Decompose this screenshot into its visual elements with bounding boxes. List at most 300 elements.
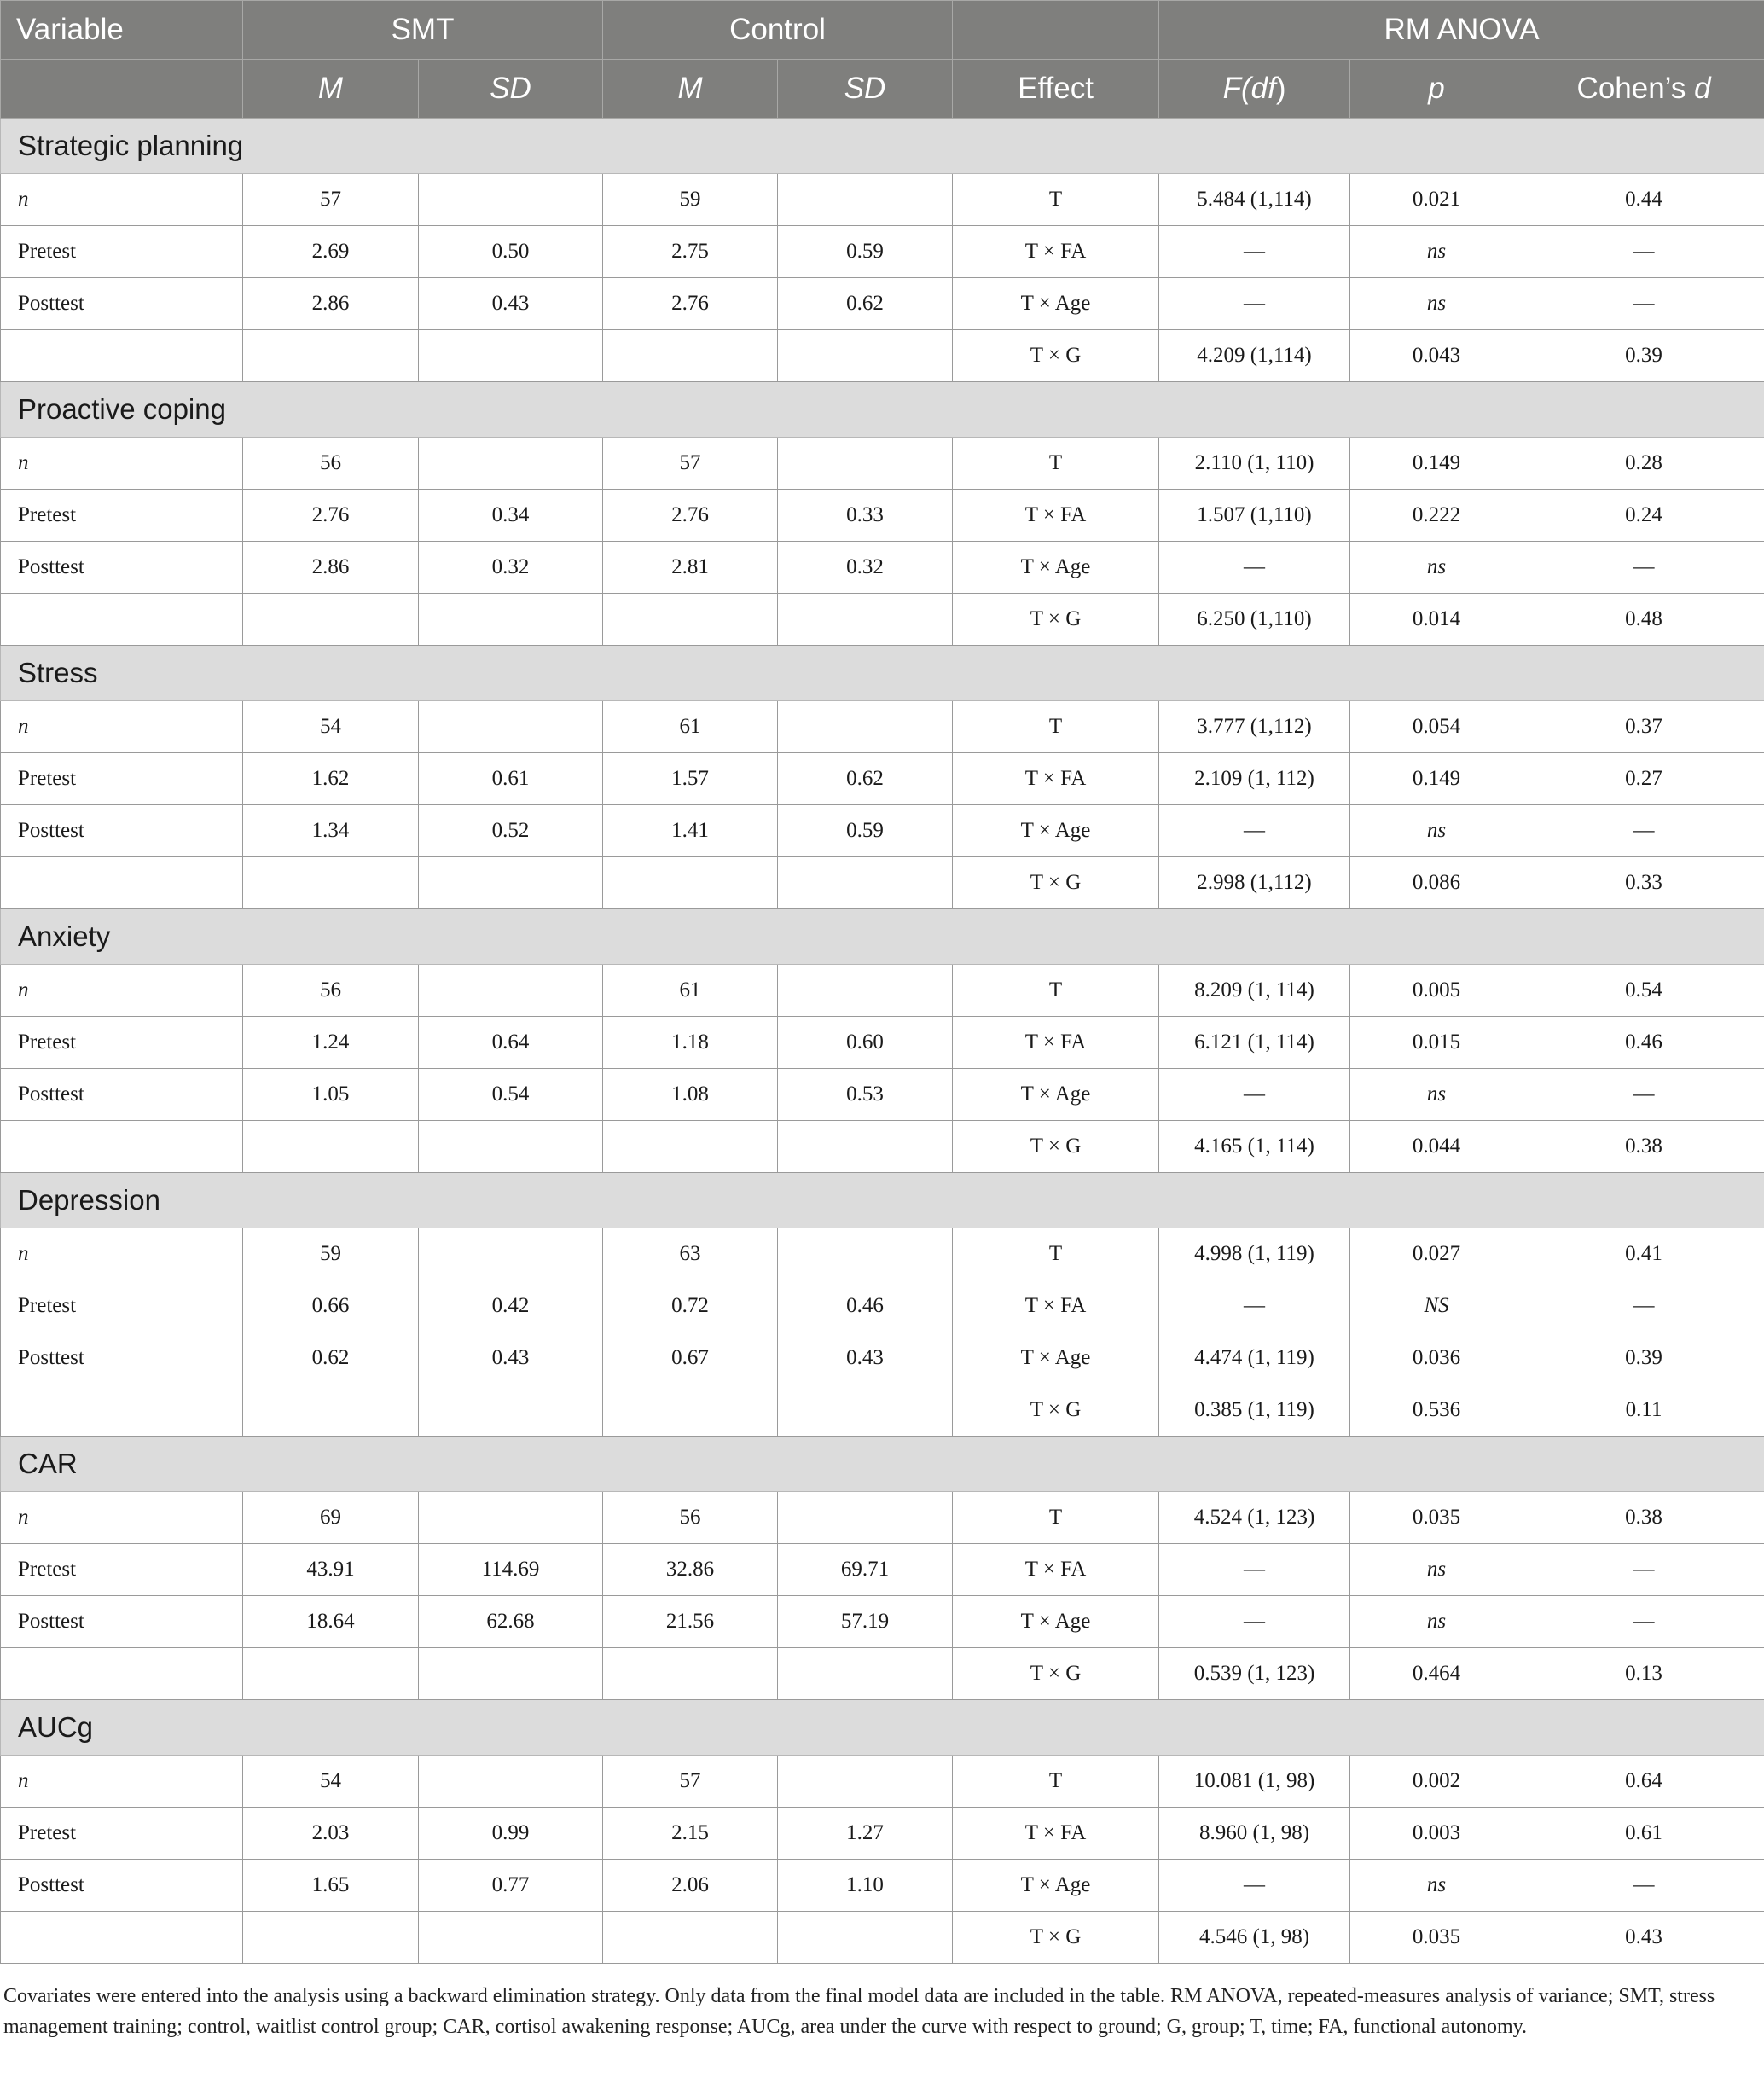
f-statistic-cell: 2.110 (1, 110) xyxy=(1159,438,1350,490)
effect-cell: T × FA xyxy=(953,1280,1159,1332)
cohens-d-cell: — xyxy=(1523,805,1764,857)
header-f-df-label: df xyxy=(1250,72,1276,105)
row-label-cell: n xyxy=(1,1228,243,1280)
effect-cell: T × Age xyxy=(953,1860,1159,1912)
effect-cell: T × G xyxy=(953,330,1159,382)
smt-mean-cell: 54 xyxy=(243,701,419,753)
smt-mean-cell: 56 xyxy=(243,965,419,1017)
control-sd-cell xyxy=(778,1384,953,1437)
section-header-row xyxy=(1,1437,1764,1492)
control-mean-cell xyxy=(603,1121,778,1173)
table-row xyxy=(1,1332,1764,1384)
cohens-d-cell: — xyxy=(1523,1544,1764,1596)
row-label-cell: Posttest xyxy=(1,1860,243,1912)
control-sd-cell xyxy=(778,965,953,1017)
header-rm-anova: RM ANOVA xyxy=(1159,1,1764,60)
table-footnote: Covariates were entered into the analysis using a backward elimination strategy. Only data from the final model data are included in the table. RM ANOVA, repeated-measures analysis of variance; SMT, stress management training; control, waitlist control group; CAR, cortisol awakening response; AUCg, area under the curve with respect to ground; G, group; T, time; FA, functional autonomy. xyxy=(3,1985,1715,2038)
p-value-cell: ns xyxy=(1350,1544,1523,1596)
cohens-d-cell: 0.44 xyxy=(1523,174,1764,226)
smt-sd-cell xyxy=(419,1384,603,1437)
smt-mean-cell xyxy=(243,594,419,646)
effect-cell: T xyxy=(953,1492,1159,1544)
f-statistic-cell: 4.165 (1, 114) xyxy=(1159,1121,1350,1173)
section-header-row xyxy=(1,646,1764,701)
control-sd-cell: 0.60 xyxy=(778,1017,953,1069)
header-smt: SMT xyxy=(243,1,603,60)
table-row xyxy=(1,1384,1764,1437)
f-statistic-cell: 5.484 (1,114) xyxy=(1159,174,1350,226)
control-mean-cell: 57 xyxy=(603,1756,778,1808)
f-statistic-cell: 8.960 (1, 98) xyxy=(1159,1808,1350,1860)
cohens-d-cell: 0.38 xyxy=(1523,1121,1764,1173)
control-sd-cell: 0.59 xyxy=(778,226,953,278)
p-value-cell: 0.005 xyxy=(1350,965,1523,1017)
p-value-cell: 0.149 xyxy=(1350,753,1523,805)
row-label-cell: Posttest xyxy=(1,1332,243,1384)
cohens-d-cell: 0.37 xyxy=(1523,701,1764,753)
control-sd-cell: 0.43 xyxy=(778,1332,953,1384)
row-label-cell xyxy=(1,1912,243,1964)
smt-sd-cell: 114.69 xyxy=(419,1544,603,1596)
smt-sd-cell: 0.52 xyxy=(419,805,603,857)
smt-mean-cell: 1.05 xyxy=(243,1069,419,1121)
smt-sd-cell xyxy=(419,965,603,1017)
f-statistic-cell: 2.109 (1, 112) xyxy=(1159,753,1350,805)
table-row xyxy=(1,857,1764,909)
f-statistic-cell: 4.998 (1, 119) xyxy=(1159,1228,1350,1280)
control-mean-cell xyxy=(603,594,778,646)
smt-sd-cell: 0.34 xyxy=(419,490,603,542)
smt-sd-cell xyxy=(419,857,603,909)
header-cohens-prefix: Cohen’s xyxy=(1576,72,1695,105)
f-statistic-cell: — xyxy=(1159,805,1350,857)
row-label-cell: Posttest xyxy=(1,1596,243,1648)
cohens-d-cell: 0.38 xyxy=(1523,1492,1764,1544)
control-sd-cell: 0.62 xyxy=(778,278,953,330)
cohens-d-cell: 0.54 xyxy=(1523,965,1764,1017)
f-statistic-cell: 2.998 (1,112) xyxy=(1159,857,1350,909)
control-sd-cell xyxy=(778,594,953,646)
table-row xyxy=(1,174,1764,226)
cohens-d-cell: 0.39 xyxy=(1523,330,1764,382)
smt-mean-cell xyxy=(243,330,419,382)
control-mean-cell: 21.56 xyxy=(603,1596,778,1648)
p-value-cell: ns xyxy=(1350,805,1523,857)
cohens-d-cell: — xyxy=(1523,1860,1764,1912)
smt-mean-cell: 2.86 xyxy=(243,278,419,330)
f-statistic-cell: — xyxy=(1159,278,1350,330)
smt-sd-cell: 0.43 xyxy=(419,278,603,330)
section-title: Strategic planning xyxy=(1,119,1764,174)
control-sd-cell: 0.33 xyxy=(778,490,953,542)
f-statistic-cell: 0.539 (1, 123) xyxy=(1159,1648,1350,1700)
f-statistic-cell: — xyxy=(1159,226,1350,278)
smt-sd-cell xyxy=(419,701,603,753)
table-row xyxy=(1,1280,1764,1332)
effect-cell: T × G xyxy=(953,1912,1159,1964)
header-smt-m: M xyxy=(243,60,419,119)
header-cohens-d xyxy=(1523,60,1764,119)
smt-mean-cell: 59 xyxy=(243,1228,419,1280)
control-mean-cell: 57 xyxy=(603,438,778,490)
section-header-row xyxy=(1,909,1764,965)
control-mean-cell: 63 xyxy=(603,1228,778,1280)
smt-mean-cell xyxy=(243,857,419,909)
effect-cell: T × FA xyxy=(953,1808,1159,1860)
control-sd-cell xyxy=(778,1912,953,1964)
smt-sd-cell: 62.68 xyxy=(419,1596,603,1648)
control-mean-cell: 2.15 xyxy=(603,1808,778,1860)
effect-cell: T × FA xyxy=(953,490,1159,542)
row-label-cell: Posttest xyxy=(1,278,243,330)
f-statistic-cell: 8.209 (1, 114) xyxy=(1159,965,1350,1017)
cohens-d-cell: 0.39 xyxy=(1523,1332,1764,1384)
smt-sd-cell xyxy=(419,1756,603,1808)
cohens-d-cell: 0.13 xyxy=(1523,1648,1764,1700)
table-row xyxy=(1,753,1764,805)
effect-cell: T × FA xyxy=(953,226,1159,278)
effect-cell: T xyxy=(953,1756,1159,1808)
table-row xyxy=(1,1808,1764,1860)
smt-sd-cell: 0.50 xyxy=(419,226,603,278)
control-mean-cell: 2.76 xyxy=(603,490,778,542)
smt-sd-cell xyxy=(419,1121,603,1173)
cohens-d-cell: 0.33 xyxy=(1523,857,1764,909)
f-statistic-cell: 10.081 (1, 98) xyxy=(1159,1756,1350,1808)
row-label-cell: n xyxy=(1,965,243,1017)
cohens-d-cell: 0.46 xyxy=(1523,1017,1764,1069)
control-sd-cell: 0.32 xyxy=(778,542,953,594)
table-row xyxy=(1,1069,1764,1121)
effect-cell: T × FA xyxy=(953,1017,1159,1069)
row-label-cell: n xyxy=(1,174,243,226)
table-row xyxy=(1,805,1764,857)
p-value-cell: 0.035 xyxy=(1350,1492,1523,1544)
smt-mean-cell: 57 xyxy=(243,174,419,226)
section-title: Stress xyxy=(1,646,1764,701)
cohens-d-cell: 0.64 xyxy=(1523,1756,1764,1808)
header-smt-sd: SD xyxy=(419,60,603,119)
p-value-cell: ns xyxy=(1350,1069,1523,1121)
smt-sd-cell: 0.64 xyxy=(419,1017,603,1069)
f-statistic-cell: — xyxy=(1159,1860,1350,1912)
smt-sd-cell xyxy=(419,1492,603,1544)
section-header-row xyxy=(1,1700,1764,1756)
p-value-cell: 0.021 xyxy=(1350,174,1523,226)
cohens-d-cell: — xyxy=(1523,1280,1764,1332)
row-label-cell: Pretest xyxy=(1,1280,243,1332)
row-label-cell xyxy=(1,594,243,646)
table-row xyxy=(1,1544,1764,1596)
cohens-d-cell: — xyxy=(1523,1596,1764,1648)
p-value-cell: 0.464 xyxy=(1350,1648,1523,1700)
smt-mean-cell: 1.62 xyxy=(243,753,419,805)
control-mean-cell xyxy=(603,1648,778,1700)
effect-cell: T xyxy=(953,1228,1159,1280)
f-statistic-cell: 6.121 (1, 114) xyxy=(1159,1017,1350,1069)
row-label-cell: n xyxy=(1,1756,243,1808)
effect-cell: T xyxy=(953,438,1159,490)
smt-mean-cell: 1.24 xyxy=(243,1017,419,1069)
smt-sd-cell xyxy=(419,1912,603,1964)
header-control-m: M xyxy=(603,60,778,119)
row-label-cell xyxy=(1,330,243,382)
section-title: CAR xyxy=(1,1437,1764,1492)
effect-cell: T × Age xyxy=(953,1069,1159,1121)
control-sd-cell xyxy=(778,1492,953,1544)
f-statistic-cell: 0.385 (1, 119) xyxy=(1159,1384,1350,1437)
smt-sd-cell xyxy=(419,594,603,646)
f-statistic-cell: 4.524 (1, 123) xyxy=(1159,1492,1350,1544)
effect-cell: T × Age xyxy=(953,1596,1159,1648)
table-row xyxy=(1,1912,1764,1964)
smt-mean-cell: 2.86 xyxy=(243,542,419,594)
smt-sd-cell xyxy=(419,330,603,382)
control-sd-cell: 57.19 xyxy=(778,1596,953,1648)
smt-sd-cell: 0.99 xyxy=(419,1808,603,1860)
p-value-cell: 0.003 xyxy=(1350,1808,1523,1860)
smt-sd-cell: 0.32 xyxy=(419,542,603,594)
effect-cell: T × Age xyxy=(953,542,1159,594)
effect-cell: T × Age xyxy=(953,1332,1159,1384)
row-label-cell: Posttest xyxy=(1,805,243,857)
section-title: Proactive coping xyxy=(1,382,1764,438)
table-header xyxy=(1,1,1764,119)
smt-mean-cell xyxy=(243,1384,419,1437)
f-statistic-cell: — xyxy=(1159,542,1350,594)
table-row xyxy=(1,701,1764,753)
table-row xyxy=(1,1121,1764,1173)
control-mean-cell: 1.41 xyxy=(603,805,778,857)
p-value-cell: 0.149 xyxy=(1350,438,1523,490)
header-cohens-d-label: d xyxy=(1694,72,1711,105)
control-sd-cell xyxy=(778,1756,953,1808)
smt-sd-cell xyxy=(419,174,603,226)
row-label-cell xyxy=(1,857,243,909)
cohens-d-cell: — xyxy=(1523,226,1764,278)
control-mean-cell: 61 xyxy=(603,701,778,753)
cohens-d-cell: 0.61 xyxy=(1523,1808,1764,1860)
cohens-d-cell: 0.28 xyxy=(1523,438,1764,490)
control-mean-cell xyxy=(603,1912,778,1964)
control-sd-cell xyxy=(778,330,953,382)
header-blank-variable xyxy=(1,60,243,119)
control-mean-cell: 1.18 xyxy=(603,1017,778,1069)
cohens-d-cell: 0.27 xyxy=(1523,753,1764,805)
control-sd-cell xyxy=(778,174,953,226)
p-value-cell: 0.043 xyxy=(1350,330,1523,382)
control-mean-cell: 0.72 xyxy=(603,1280,778,1332)
smt-mean-cell xyxy=(243,1648,419,1700)
smt-sd-cell: 0.77 xyxy=(419,1860,603,1912)
f-statistic-cell: 1.507 (1,110) xyxy=(1159,490,1350,542)
f-statistic-cell: 3.777 (1,112) xyxy=(1159,701,1350,753)
section-header-row xyxy=(1,1173,1764,1228)
table-row xyxy=(1,594,1764,646)
control-mean-cell: 32.86 xyxy=(603,1544,778,1596)
f-statistic-cell: 4.546 (1, 98) xyxy=(1159,1912,1350,1964)
control-mean-cell xyxy=(603,857,778,909)
header-row-1 xyxy=(1,1,1764,60)
smt-sd-cell: 0.54 xyxy=(419,1069,603,1121)
smt-sd-cell: 0.42 xyxy=(419,1280,603,1332)
cohens-d-cell: 0.48 xyxy=(1523,594,1764,646)
section-title: Anxiety xyxy=(1,909,1764,965)
table-row xyxy=(1,1492,1764,1544)
p-value-cell: ns xyxy=(1350,1860,1523,1912)
control-sd-cell xyxy=(778,1648,953,1700)
table-row xyxy=(1,542,1764,594)
smt-mean-cell xyxy=(243,1121,419,1173)
smt-sd-cell: 0.43 xyxy=(419,1332,603,1384)
control-sd-cell xyxy=(778,1228,953,1280)
p-value-cell: ns xyxy=(1350,278,1523,330)
control-sd-cell xyxy=(778,857,953,909)
section-title: AUCg xyxy=(1,1700,1764,1756)
header-effect: Effect xyxy=(953,60,1159,119)
smt-mean-cell: 43.91 xyxy=(243,1544,419,1596)
table-row xyxy=(1,1860,1764,1912)
p-value-cell: 0.536 xyxy=(1350,1384,1523,1437)
smt-sd-cell xyxy=(419,1648,603,1700)
control-mean-cell xyxy=(603,330,778,382)
smt-sd-cell xyxy=(419,1228,603,1280)
header-f-df xyxy=(1159,60,1350,119)
p-value-cell: 0.027 xyxy=(1350,1228,1523,1280)
row-label-cell xyxy=(1,1121,243,1173)
p-value-cell: 0.222 xyxy=(1350,490,1523,542)
table-row xyxy=(1,1017,1764,1069)
effect-cell: T × G xyxy=(953,857,1159,909)
control-sd-cell: 0.59 xyxy=(778,805,953,857)
header-row-2 xyxy=(1,60,1764,119)
effect-cell: T × Age xyxy=(953,805,1159,857)
f-statistic-cell: — xyxy=(1159,1069,1350,1121)
smt-mean-cell: 56 xyxy=(243,438,419,490)
row-label-cell: Pretest xyxy=(1,1808,243,1860)
smt-mean-cell: 69 xyxy=(243,1492,419,1544)
control-mean-cell xyxy=(603,1384,778,1437)
p-value-cell: 0.002 xyxy=(1350,1756,1523,1808)
cohens-d-cell: — xyxy=(1523,278,1764,330)
f-statistic-cell: — xyxy=(1159,1544,1350,1596)
control-sd-cell: 1.27 xyxy=(778,1808,953,1860)
control-sd-cell xyxy=(778,1121,953,1173)
control-mean-cell: 2.75 xyxy=(603,226,778,278)
header-f-prefix: F( xyxy=(1222,72,1251,105)
table-body xyxy=(1,119,1764,1964)
p-value-cell: NS xyxy=(1350,1280,1523,1332)
control-mean-cell: 61 xyxy=(603,965,778,1017)
row-label-cell: n xyxy=(1,438,243,490)
control-mean-cell: 0.67 xyxy=(603,1332,778,1384)
smt-sd-cell: 0.61 xyxy=(419,753,603,805)
section-title: Depression xyxy=(1,1173,1764,1228)
p-value-cell: ns xyxy=(1350,542,1523,594)
smt-mean-cell: 0.62 xyxy=(243,1332,419,1384)
control-sd-cell: 0.53 xyxy=(778,1069,953,1121)
table-row xyxy=(1,1756,1764,1808)
row-label-cell xyxy=(1,1384,243,1437)
p-value-cell: 0.014 xyxy=(1350,594,1523,646)
row-label-cell: Pretest xyxy=(1,753,243,805)
effect-cell: T xyxy=(953,965,1159,1017)
table-row xyxy=(1,1228,1764,1280)
table-row xyxy=(1,965,1764,1017)
control-mean-cell: 2.81 xyxy=(603,542,778,594)
effect-cell: T × G xyxy=(953,1121,1159,1173)
control-mean-cell: 1.08 xyxy=(603,1069,778,1121)
cohens-d-cell: 0.43 xyxy=(1523,1912,1764,1964)
table-row xyxy=(1,1648,1764,1700)
row-label-cell xyxy=(1,1648,243,1700)
control-sd-cell: 69.71 xyxy=(778,1544,953,1596)
effect-cell: T × G xyxy=(953,1384,1159,1437)
smt-mean-cell xyxy=(243,1912,419,1964)
header-control: Control xyxy=(603,1,953,60)
effect-cell: T × Age xyxy=(953,278,1159,330)
smt-mean-cell: 54 xyxy=(243,1756,419,1808)
row-label-cell: n xyxy=(1,1492,243,1544)
control-mean-cell: 56 xyxy=(603,1492,778,1544)
control-mean-cell: 2.06 xyxy=(603,1860,778,1912)
header-p: p xyxy=(1350,60,1523,119)
effect-cell: T × G xyxy=(953,1648,1159,1700)
table-row xyxy=(1,330,1764,382)
p-value-cell: 0.086 xyxy=(1350,857,1523,909)
p-value-cell: 0.035 xyxy=(1350,1912,1523,1964)
cohens-d-cell: 0.11 xyxy=(1523,1384,1764,1437)
row-label-cell: Pretest xyxy=(1,226,243,278)
control-sd-cell: 1.10 xyxy=(778,1860,953,1912)
p-value-cell: ns xyxy=(1350,226,1523,278)
row-label-cell: Pretest xyxy=(1,1544,243,1596)
p-value-cell: 0.054 xyxy=(1350,701,1523,753)
f-statistic-cell: 6.250 (1,110) xyxy=(1159,594,1350,646)
row-label-cell: Pretest xyxy=(1,1017,243,1069)
row-label-cell: Pretest xyxy=(1,490,243,542)
table-row xyxy=(1,278,1764,330)
p-value-cell: 0.036 xyxy=(1350,1332,1523,1384)
control-sd-cell: 0.62 xyxy=(778,753,953,805)
control-sd-cell xyxy=(778,438,953,490)
table-row xyxy=(1,1596,1764,1648)
effect-cell: T xyxy=(953,174,1159,226)
smt-mean-cell: 1.65 xyxy=(243,1860,419,1912)
section-header-row xyxy=(1,119,1764,174)
smt-mean-cell: 2.03 xyxy=(243,1808,419,1860)
control-mean-cell: 2.76 xyxy=(603,278,778,330)
cohens-d-cell: — xyxy=(1523,542,1764,594)
cohens-d-cell: 0.41 xyxy=(1523,1228,1764,1280)
control-mean-cell: 59 xyxy=(603,174,778,226)
p-value-cell: 0.044 xyxy=(1350,1121,1523,1173)
cohens-d-cell: 0.24 xyxy=(1523,490,1764,542)
section-header-row xyxy=(1,382,1764,438)
effect-cell: T × FA xyxy=(953,1544,1159,1596)
header-f-suffix: ) xyxy=(1275,72,1286,105)
table-row xyxy=(1,490,1764,542)
p-value-cell: 0.015 xyxy=(1350,1017,1523,1069)
effect-cell: T xyxy=(953,701,1159,753)
f-statistic-cell: 4.474 (1, 119) xyxy=(1159,1332,1350,1384)
row-label-cell: Posttest xyxy=(1,542,243,594)
smt-mean-cell: 1.34 xyxy=(243,805,419,857)
smt-mean-cell: 2.76 xyxy=(243,490,419,542)
p-value-cell: ns xyxy=(1350,1596,1523,1648)
header-control-sd: SD xyxy=(778,60,953,119)
control-mean-cell: 1.57 xyxy=(603,753,778,805)
